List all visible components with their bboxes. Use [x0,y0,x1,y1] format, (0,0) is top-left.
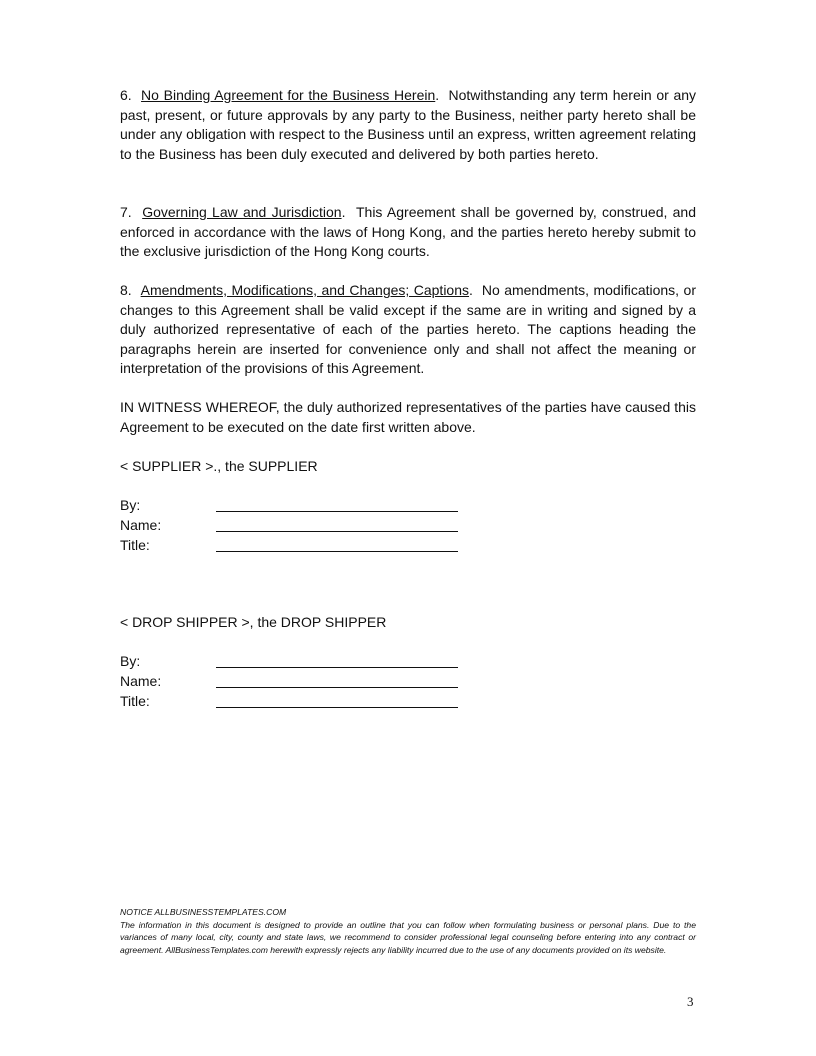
drop-shipper-by-row [120,652,480,672]
page-number: 3 [687,994,694,1009]
drop-shipper-title-row [120,692,480,712]
by-signature-line[interactable] [216,667,458,668]
name-signature-line[interactable] [216,531,458,532]
section-heading: Amendments, Modifications, and Changes; Captions [140,282,469,298]
supplier-signature-block [120,496,480,556]
section-number: 7. [120,204,132,220]
section-heading: Governing Law and Jurisdiction [142,204,342,220]
supplier-name-row [120,516,480,536]
supplier-title-row [120,536,480,556]
section-6: 6. No Binding Agreement for the Business Herein. Notwithstanding any term herein or any past, present, or future approvals by any party to the Business, neither party hereto shall be under any obligation with respect to the Business until an express, written agreement relating to the Business has been duly executed and delivered by both parties hereto. [120,87,697,162]
section-heading: No Binding Agreement for the Business Herein [141,87,436,103]
name-label: Name: [120,673,162,689]
disclaimer-notice [120,906,696,956]
title-label: Title: [120,693,150,709]
notice-title: NOTICE ALLBUSINESSTEMPLATES.COM [120,907,287,917]
title-label: Title: [120,537,150,553]
section-number: 8. [120,282,132,298]
section-text: This Agreement shall be governed by, construed, and enforced in accordance with the laws of Hong Kong, and the parties hereto hereby submit to the exclusive jurisdiction of the Hong Kong courts. [120,204,696,260]
supplier-by-row [120,496,480,516]
drop-shipper-name-row [120,672,480,692]
section-8: 8. Amendments, Modifications, and Changes; Captions. No amendments, modifications, or changes to this Agreement shall be valid except if the same are in writing and signed by a duly authorized representative of each of the parties hereto. The captions heading the paragraphs herein are inserted for convenience only and shall not affect the meaning or interpretation of the provisions of this Agreement. [120,282,696,377]
section-7: 7. Governing Law and Jurisdiction. This Agreement shall be governed by, construed, and enforced in accordance with the laws of Hong Kong, and the parties hereto hereby submit to the exclusive jurisdiction of the Hong Kong courts. [120,204,696,260]
section-text: Notwithstanding any term herein or any past, present, or future approvals by any party to the Business, neither party hereto shall be under any obligation with respect to the Business until an express, written agreement relating to the Business has been duly executed and delivered by both parties hereto. [120,87,697,162]
by-signature-line[interactable] [216,511,458,512]
drop-shipper-party-title: < DROP SHIPPER >, the DROP SHIPPER [120,614,387,630]
title-signature-line[interactable] [216,707,458,708]
by-label: By: [120,653,141,669]
by-label: By: [120,497,141,513]
title-signature-line[interactable] [216,551,458,552]
witness-clause: IN WITNESS WHEREOF, the duly authorized representatives of the parties have caused this Agreement to be executed on the date first written above. [120,399,696,435]
supplier-party-title: < SUPPLIER >., the SUPPLIER [120,458,318,474]
section-text: No amendments, modifications, or changes to this Agreement shall be valid except if the same are in writing and signed by a duly authorized representative of each of the parties hereto. The captions heading the paragraphs herein are inserted for convenience only and shall not affect the meaning or interpretation of the provisions of this Agreement. [120,282,696,377]
section-number: 6. [120,87,132,103]
drop-shipper-signature-block [120,652,480,712]
name-signature-line[interactable] [216,687,458,688]
notice-text: The information in this document is designed to provide an outline that you can follow when formulating business or personal plans. Due to the variances of many local, city, county and state laws, we recommend to consider professional legal counseling before entering into any contract or agreement. AllBusinessTemplates.com herewith expressly rejects any liability incurred due to the use of any documents provided on its website. [120,919,696,955]
name-label: Name: [120,517,162,533]
